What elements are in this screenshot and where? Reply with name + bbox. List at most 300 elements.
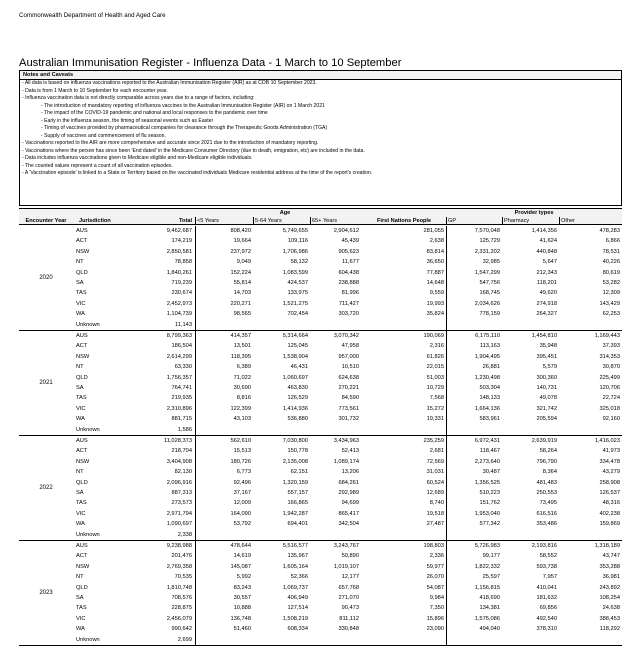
value-cell: 51,003 — [426, 374, 444, 381]
value-cell: 43,279 — [602, 469, 620, 476]
value-cell: 70,535 — [174, 574, 192, 581]
value-cell: 235,259 — [423, 438, 444, 444]
note-line: - Vaccinations reported to the AIR are more comprehensive and accurate since 2021 due to the introduction of mandatory reporting. — [22, 140, 319, 146]
value-cell: 53,282 — [602, 280, 620, 286]
value-cell: 238,888 — [338, 280, 359, 286]
value-cell: 13,206 — [341, 469, 359, 476]
value-cell: 10,510 — [341, 364, 359, 371]
value-cell: 14,703 — [233, 290, 251, 297]
value-cell: 6,175,110 — [475, 333, 500, 339]
note-line: - Data is from 1 March to 10 September for each encounter year. — [22, 87, 168, 94]
value-cell: 135,967 — [287, 553, 308, 560]
header-age-5-64: 5-64 Years — [255, 218, 282, 224]
value-cell: 557,157 — [287, 490, 308, 496]
value-cell: 1,414,936 — [282, 405, 308, 412]
value-cell: 53,792 — [233, 521, 251, 528]
column-divider — [446, 226, 447, 330]
value-cell: 8,364 — [542, 469, 557, 476]
value-cell: 608,334 — [287, 626, 308, 633]
value-cell: 118,467 — [479, 448, 500, 455]
value-cell: 1,706,986 — [282, 248, 308, 255]
jurisdiction-cell: SA — [76, 595, 84, 601]
value-cell: 24,638 — [602, 605, 620, 612]
value-cell: 47,958 — [341, 343, 359, 350]
note-line: - The introduction of mandatory reporting of influenza vaccines to the Australian Immunisation Register (AIR) on 1 March 2021 — [41, 102, 325, 109]
value-cell: 271,070 — [338, 595, 359, 601]
year-block — [19, 331, 622, 436]
value-cell: 52,413 — [341, 448, 359, 455]
header-divider — [502, 217, 503, 225]
value-cell: 159,869 — [599, 521, 620, 528]
encounter-year: 2020 — [39, 275, 53, 281]
table-row — [19, 268, 622, 278]
value-cell: 212,343 — [536, 269, 557, 276]
jurisdiction-cell: SA — [76, 280, 84, 286]
jurisdiction-cell: TAS — [76, 500, 87, 507]
value-cell: 84,590 — [341, 395, 359, 402]
value-cell: 2,336 — [429, 553, 444, 560]
value-cell: 353,288 — [599, 563, 620, 570]
value-cell: 12,309 — [602, 290, 620, 297]
year-block — [19, 226, 622, 331]
year-block — [19, 436, 622, 541]
value-cell: 30,870 — [602, 364, 620, 371]
value-cell: 478,283 — [599, 228, 620, 234]
value-cell: 237,972 — [230, 248, 251, 255]
jurisdiction-cell: AUS — [76, 543, 88, 549]
header-other: Other — [561, 218, 575, 224]
value-cell: 148,133 — [479, 395, 500, 402]
jurisdiction-cell: ACT — [76, 343, 88, 350]
value-cell: 1,575,086 — [474, 615, 500, 622]
value-cell: 19,331 — [426, 416, 444, 423]
value-cell: 7,570,048 — [474, 228, 500, 234]
value-cell: 2,034,626 — [474, 300, 500, 307]
value-cell: 12,009 — [233, 500, 251, 507]
header-divider — [195, 217, 196, 225]
value-cell: 264,327 — [536, 311, 557, 318]
value-cell: 52,366 — [290, 574, 308, 581]
jurisdiction-cell: WA — [76, 521, 85, 528]
value-cell: 1,356,525 — [474, 479, 500, 486]
value-cell: 36,981 — [602, 574, 620, 581]
value-cell: 2,338 — [177, 531, 192, 538]
value-cell: 11,028,373 — [163, 438, 192, 444]
value-cell: 219,935 — [171, 395, 192, 402]
header-gp: GP — [448, 218, 457, 224]
header-divider — [253, 217, 254, 225]
value-cell: 198,803 — [423, 543, 444, 549]
table-row — [19, 299, 622, 309]
value-cell: 127,514 — [287, 605, 308, 612]
value-cell: 10,729 — [426, 385, 444, 391]
value-cell: 657,768 — [338, 584, 359, 591]
value-cell: 342,504 — [338, 521, 359, 528]
value-cell: 9,984 — [429, 595, 444, 601]
value-cell: 583,961 — [479, 416, 500, 423]
value-cell: 8,816 — [236, 395, 251, 402]
jurisdiction-cell: NT — [76, 469, 84, 476]
value-cell: 6,389 — [236, 364, 251, 371]
jurisdiction-cell: AUS — [76, 333, 88, 339]
table-row — [19, 614, 622, 624]
value-cell: 11,143 — [175, 321, 192, 328]
value-cell: 5,516,577 — [282, 543, 308, 549]
jurisdiction-cell: TAS — [76, 290, 87, 297]
value-cell: 1,756,357 — [166, 374, 192, 381]
value-cell: 145,087 — [230, 563, 251, 570]
encounter-year: 2023 — [39, 590, 53, 596]
value-cell: 330,848 — [338, 626, 359, 633]
jurisdiction-cell: ACT — [76, 553, 88, 560]
table-row — [19, 551, 622, 561]
value-cell: 321,742 — [536, 405, 557, 412]
value-cell: 1,538,904 — [282, 353, 308, 360]
value-cell: 2,699 — [177, 636, 192, 643]
value-cell: 250,553 — [536, 490, 557, 496]
value-cell: 78,858 — [174, 259, 192, 266]
value-cell: 125,729 — [479, 238, 500, 245]
value-cell: 1,521,275 — [282, 300, 308, 307]
value-cell: 510,223 — [479, 490, 500, 496]
table-row — [19, 541, 622, 551]
value-cell: 58,264 — [539, 448, 557, 455]
value-cell: 1,942,287 — [282, 510, 308, 517]
jurisdiction-cell: ACT — [76, 238, 88, 245]
value-cell: 59,977 — [426, 563, 444, 570]
value-cell: 12,689 — [426, 490, 444, 496]
value-cell: 58,132 — [290, 259, 308, 266]
value-cell: 80,619 — [602, 269, 620, 276]
table-row — [19, 498, 622, 508]
value-cell: 152,224 — [230, 269, 251, 276]
table-row — [19, 414, 622, 424]
value-cell: 481,483 — [536, 479, 557, 486]
value-cell: 325,018 — [599, 405, 620, 412]
value-cell: 14,648 — [426, 280, 444, 286]
value-cell: 77,887 — [426, 269, 444, 276]
value-cell: 9,238,988 — [166, 543, 192, 549]
table-row — [19, 572, 622, 582]
value-cell: 15,896 — [426, 615, 444, 622]
table-row — [19, 404, 622, 414]
table-row — [19, 457, 622, 467]
value-cell: 2,971,794 — [166, 510, 192, 517]
jurisdiction-cell: VIC — [76, 615, 86, 622]
value-cell: 702,454 — [287, 311, 308, 318]
value-cell: 14,619 — [233, 553, 251, 560]
value-cell: 35,948 — [539, 343, 557, 350]
jurisdiction-cell: NSW — [76, 353, 90, 360]
value-cell: 388,453 — [599, 615, 620, 622]
value-cell: 2,273,640 — [474, 458, 500, 465]
value-cell: 402,238 — [599, 510, 620, 517]
jurisdiction-cell: QLD — [76, 584, 88, 591]
table-row — [19, 373, 622, 383]
table-row — [19, 341, 622, 351]
value-cell: 26,070 — [426, 574, 444, 581]
value-cell: 12,177 — [341, 574, 359, 581]
year-block — [19, 541, 622, 646]
value-cell: 9,049 — [236, 259, 251, 266]
value-cell: 45,439 — [341, 238, 359, 245]
value-cell: 7,568 — [429, 395, 444, 402]
value-cell: 30,690 — [233, 385, 251, 391]
note-line: - The impact of the COVID-19 pandemic and national and local responses to the pandemic over time — [41, 110, 268, 116]
value-cell: 273,573 — [171, 500, 192, 507]
value-cell: 62,253 — [602, 311, 620, 318]
value-cell: 1,060,697 — [282, 374, 308, 381]
value-cell: 865,417 — [338, 510, 359, 517]
value-cell: 9,462,687 — [166, 228, 192, 234]
header-total: Total — [179, 218, 192, 224]
value-cell: 2,452,973 — [166, 300, 192, 307]
table-row — [19, 478, 622, 488]
jurisdiction-cell: VIC — [76, 405, 86, 412]
column-divider — [195, 541, 196, 645]
table-row — [19, 257, 622, 267]
value-cell: 6,866 — [605, 238, 620, 245]
value-cell: 1,605,164 — [282, 563, 308, 570]
value-cell: 3,434,963 — [333, 438, 359, 444]
value-cell: 1,320,159 — [282, 479, 308, 486]
value-cell: 118,292 — [599, 626, 620, 633]
value-cell: 1,810,748 — [166, 584, 192, 591]
table-row — [19, 288, 622, 298]
table-row — [19, 362, 622, 372]
table-row — [19, 247, 622, 257]
value-cell: 395,451 — [536, 353, 557, 360]
value-cell: 2,769,358 — [166, 563, 192, 570]
value-cell: 418,690 — [479, 595, 500, 601]
value-cell: 201,476 — [171, 553, 192, 560]
value-cell: 2,331,202 — [474, 248, 500, 255]
jurisdiction-cell: NT — [76, 364, 84, 371]
value-cell: 40,226 — [602, 259, 620, 266]
value-cell: 61,826 — [426, 353, 444, 360]
jurisdiction-cell: VIC — [76, 510, 86, 517]
table-row — [19, 583, 622, 593]
jurisdiction-cell: TAS — [76, 395, 87, 402]
header-age-65: 65+ Years — [312, 218, 338, 224]
table-row — [19, 236, 622, 246]
header-divider — [559, 217, 560, 225]
value-cell: 126,537 — [599, 490, 620, 496]
value-cell: 2,193,816 — [531, 543, 557, 549]
value-cell: 126,529 — [287, 395, 308, 402]
value-cell: 30,557 — [233, 595, 251, 601]
value-cell: 2,904,612 — [333, 228, 359, 234]
value-cell: 27,487 — [426, 521, 444, 528]
value-cell: 334,478 — [599, 458, 620, 465]
value-cell: 1,019,107 — [333, 563, 359, 570]
table-row — [19, 393, 622, 403]
jurisdiction-cell: NSW — [76, 563, 90, 570]
value-cell: 98,565 — [233, 311, 251, 318]
value-cell: 92,160 — [602, 416, 620, 423]
jurisdiction-cell: ACT — [76, 448, 88, 455]
value-cell: 37,393 — [602, 343, 620, 350]
value-cell: 5,314,664 — [282, 333, 308, 339]
note-line: - The counted values represent a count of all vaccination episodes. — [22, 162, 173, 169]
value-cell: 2,310,896 — [166, 405, 192, 412]
value-cell: 82,130 — [174, 469, 192, 476]
value-cell: 274,918 — [536, 300, 557, 307]
value-cell: 36,650 — [426, 259, 444, 266]
value-cell: 8,740 — [429, 500, 444, 507]
value-cell: 30,487 — [482, 469, 500, 476]
note-line: - All data is based on influenza vaccinations reported to the Australian Immunisation Register (AIR) as at COB 10 September 2023. — [22, 80, 317, 86]
value-cell: 536,880 — [287, 416, 308, 423]
value-cell: 9,559 — [429, 290, 444, 297]
jurisdiction-cell: WA — [76, 416, 85, 423]
value-cell: 270,221 — [338, 385, 359, 391]
value-cell: 8,799,363 — [166, 333, 192, 339]
value-cell: 1,083,599 — [282, 269, 308, 276]
table-row — [19, 593, 622, 603]
value-cell: 1,416,023 — [594, 438, 620, 444]
value-cell: 230,674 — [171, 290, 192, 297]
jurisdiction-cell: NSW — [76, 248, 90, 255]
value-cell: 243,892 — [599, 584, 620, 591]
value-cell: 2,614,299 — [166, 353, 192, 360]
value-cell: 1,953,040 — [474, 510, 500, 517]
value-cell: 5,726,983 — [474, 543, 500, 549]
table-row — [19, 331, 622, 341]
value-cell: 205,594 — [536, 416, 557, 423]
value-cell: 190,069 — [423, 333, 444, 339]
value-cell: 1,089,174 — [333, 458, 359, 465]
value-cell: 1,414,356 — [531, 228, 557, 234]
value-cell: 118,201 — [536, 280, 557, 286]
column-divider — [195, 331, 196, 435]
jurisdiction-cell: WA — [76, 626, 85, 633]
value-cell: 6,972,431 — [474, 438, 500, 444]
page-title: Australian Immunisation Register - Influenza Data - 1 March to 10 September — [19, 57, 402, 69]
value-cell: 49,620 — [539, 290, 557, 297]
value-cell: 5,579 — [542, 364, 557, 371]
table-row — [19, 562, 622, 572]
header-age: Age — [279, 210, 291, 216]
table-row — [19, 383, 622, 393]
value-cell: 22,724 — [602, 395, 620, 402]
value-cell: 13,501 — [233, 343, 251, 350]
table-row — [19, 530, 622, 540]
value-cell: 378,310 — [536, 626, 557, 633]
jurisdiction-cell: QLD — [76, 479, 88, 486]
department-name: Commonwealth Department of Health and Aged Care — [19, 12, 166, 19]
value-cell: 2,456,079 — [166, 615, 192, 622]
jurisdiction-cell: SA — [76, 385, 84, 391]
value-cell: 1,090,697 — [166, 521, 192, 528]
value-cell: 1,454,810 — [531, 333, 557, 339]
jurisdiction-cell: QLD — [76, 269, 88, 276]
value-cell: 54,087 — [426, 584, 444, 591]
table-row — [19, 624, 622, 634]
jurisdiction-cell: Unknown — [76, 426, 100, 433]
value-cell: 1,840,261 — [166, 269, 192, 276]
value-cell: 1,586 — [177, 426, 192, 433]
value-cell: 113,163 — [479, 343, 500, 350]
header-encounter-year: Encounter Year — [25, 218, 67, 224]
column-divider — [195, 436, 196, 540]
value-cell: 1,904,495 — [474, 353, 500, 360]
value-cell: 440,848 — [536, 248, 557, 255]
value-cell: 143,429 — [599, 300, 620, 307]
value-cell: 32,985 — [482, 259, 500, 266]
value-cell: 2,681 — [429, 448, 444, 455]
value-cell: 494,040 — [479, 626, 500, 633]
value-cell: 3,404,908 — [166, 458, 192, 465]
column-divider — [195, 226, 196, 330]
table-header — [19, 208, 622, 225]
value-cell: 151,762 — [479, 500, 500, 507]
value-cell: 166,865 — [287, 500, 308, 507]
value-cell: 118,395 — [230, 353, 251, 360]
value-cell: 48,316 — [602, 500, 620, 507]
value-cell: 3,070,342 — [333, 333, 359, 339]
value-cell: 616,516 — [536, 510, 557, 517]
value-cell: 164,090 — [230, 510, 251, 517]
value-cell: 1,069,737 — [282, 584, 308, 591]
value-cell: 43,103 — [233, 416, 251, 423]
value-cell: 25,597 — [482, 574, 500, 581]
value-cell: 292,989 — [338, 490, 359, 496]
value-cell: 708,576 — [171, 595, 192, 601]
value-cell: 2,096,916 — [166, 479, 192, 486]
value-cell: 10,888 — [233, 605, 251, 612]
header-jurisdiction: Jurisdiction — [79, 218, 111, 224]
value-cell: 225,499 — [599, 374, 620, 381]
table-row — [19, 509, 622, 519]
note-line: - Vaccinations where the person has since been 'End dated' in the Medicare Consumer Directory (due to death, emigration, etc) are included in the data. — [22, 147, 365, 154]
value-cell: 547,756 — [479, 280, 500, 286]
value-cell: 300,360 — [536, 374, 557, 381]
value-cell: 1,508,219 — [282, 615, 308, 622]
value-cell: 228,875 — [171, 605, 192, 612]
value-cell: 81,996 — [341, 290, 359, 297]
header-first-nations: First Nations People — [377, 218, 432, 224]
table-row — [19, 309, 622, 319]
value-cell: 562,610 — [230, 438, 251, 444]
value-cell: 773,561 — [338, 405, 359, 412]
table-row — [19, 488, 622, 498]
value-cell: 406,949 — [287, 595, 308, 601]
value-cell: 604,438 — [338, 269, 359, 276]
value-cell: 41,973 — [602, 448, 620, 455]
value-cell: 63,330 — [174, 364, 192, 371]
value-cell: 258,908 — [599, 479, 620, 486]
header-divider — [446, 217, 447, 225]
value-cell: 1,156,815 — [474, 584, 500, 591]
value-cell: 15,513 — [233, 448, 251, 455]
value-cell: 108,254 — [599, 595, 620, 601]
value-cell: 168,745 — [479, 290, 500, 297]
value-cell: 62,151 — [290, 469, 308, 476]
value-cell: 281,055 — [423, 228, 444, 234]
table-row — [19, 436, 622, 446]
value-cell: 140,731 — [536, 385, 557, 391]
jurisdiction-cell: QLD — [76, 374, 88, 381]
value-cell: 180,726 — [230, 458, 251, 465]
value-cell: 3,243,767 — [333, 543, 359, 549]
value-cell: 60,524 — [426, 479, 444, 486]
table-row — [19, 352, 622, 362]
value-cell: 133,975 — [287, 290, 308, 297]
value-cell: 764,741 — [171, 385, 192, 391]
value-cell: 2,638 — [429, 238, 444, 245]
jurisdiction-cell: SA — [76, 490, 84, 496]
